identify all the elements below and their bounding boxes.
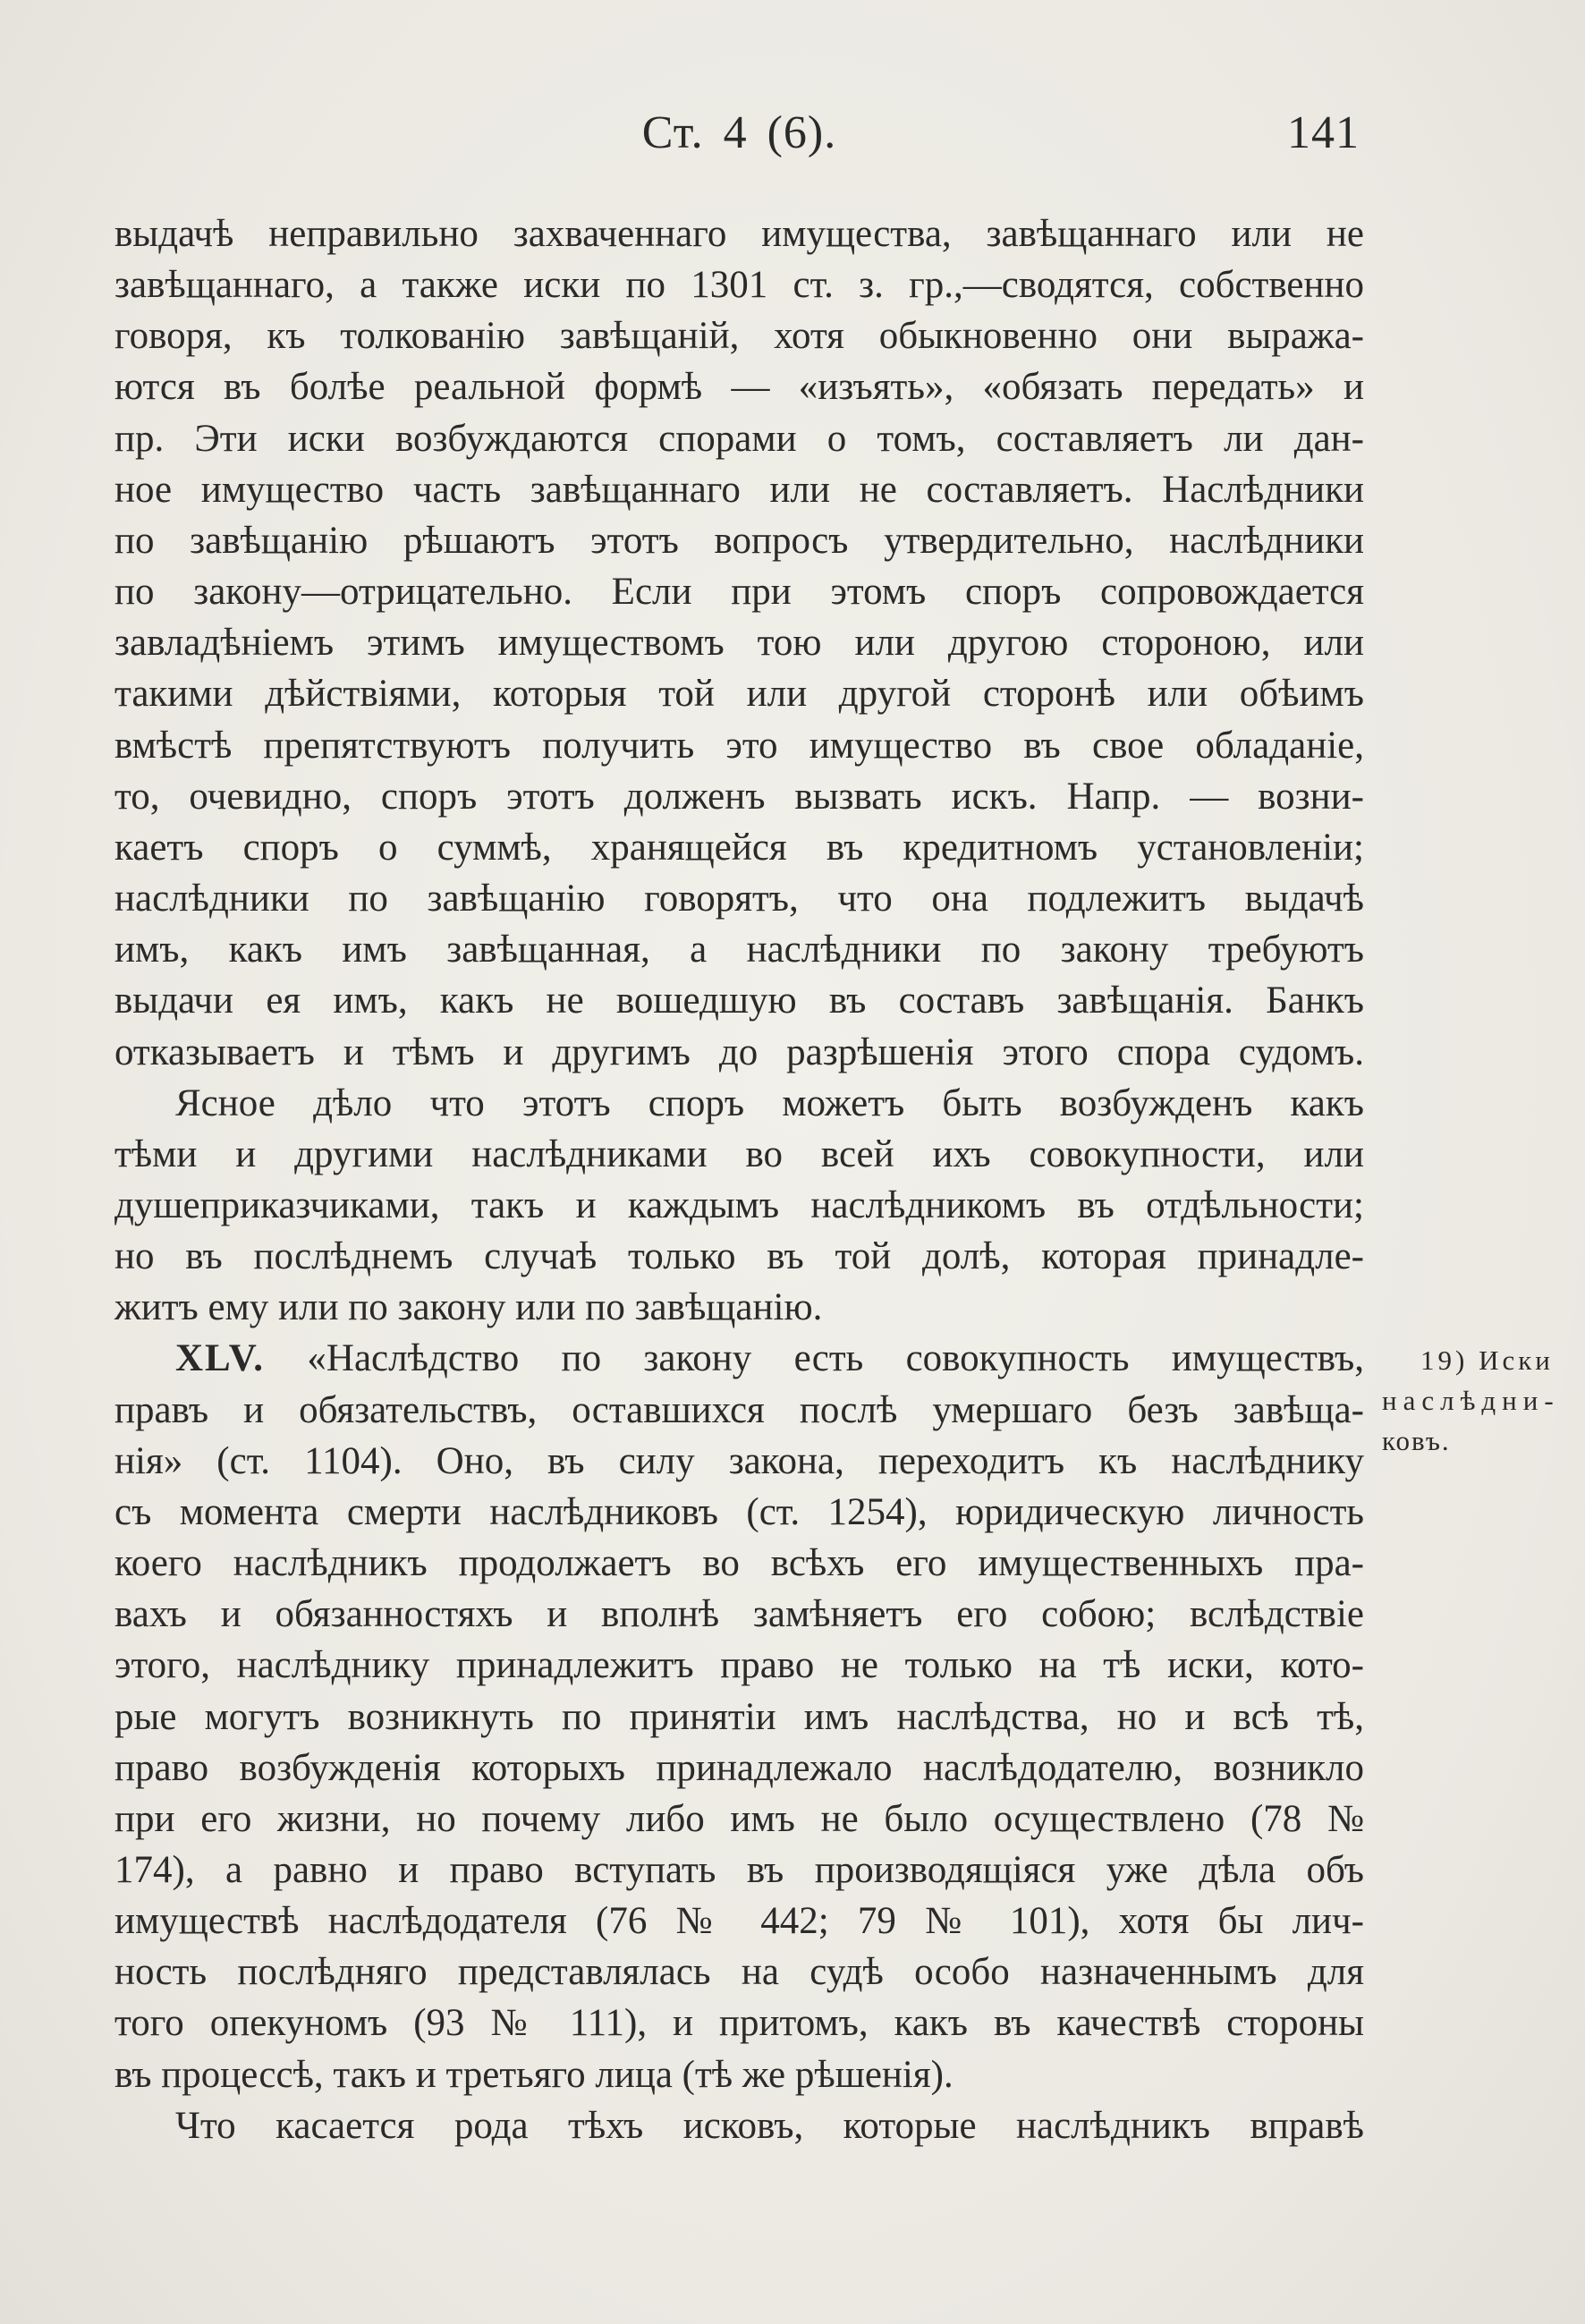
text-line-content: «Наслѣдство по закону есть совокупность имуществъ, <box>307 1337 1364 1380</box>
text-line: право возбужденія которыхъ принадлежало наслѣдодателю, возникло <box>114 1746 1364 1789</box>
text-line: завладѣніемъ этимъ имуществомъ тою или другою стороною, или <box>114 622 1364 665</box>
margin-note <box>1382 1340 1574 1461</box>
paragraph <box>114 1078 1364 1334</box>
text-line: тѣми и другими наслѣдниками во всей ихъ совокупности, или <box>114 1132 1364 1175</box>
running-head-title: Ст. 4 (6). <box>641 107 837 158</box>
text-line: отказываетъ и тѣмъ и другимъ до разрѣшенія этого спора судомъ. <box>114 1031 1364 1073</box>
main-text <box>114 208 1364 2151</box>
running-head <box>114 106 1364 160</box>
text-line: въ процессѣ, такъ и третьяго лица (тѣ же рѣшенія). <box>114 2053 954 2096</box>
text-line: душеприказчиками, такъ и каждымъ наслѣдникомъ въ отдѣльности; <box>114 1183 1364 1226</box>
text-line: выдачи ея имъ, какъ не вошедшую въ составъ завѣщанія. Банкъ <box>114 980 1364 1022</box>
text-line: нія» (ст. 1104). Оно, въ силу закона, переходитъ къ наслѣднику <box>114 1439 1364 1482</box>
text-line: то, очевидно, споръ этотъ долженъ вызвать искъ. Напр. — возни- <box>114 775 1364 818</box>
text-line: по завѣщанію рѣшаютъ этотъ вопросъ утвердительно, наслѣдники <box>114 519 1364 562</box>
text-line: наслѣдники по завѣщанію говорятъ, что она подлежитъ выдачѣ <box>114 878 1364 920</box>
text-line: Ясное дѣло что этотъ споръ можетъ быть возбужденъ какъ <box>175 1081 1364 1124</box>
text-line: съ момента смерти наслѣдниковъ (ст. 1254), юридическую личность <box>114 1490 1364 1533</box>
text-line: по закону—отрицательно. Если при этомъ споръ сопровождается <box>114 571 1364 614</box>
text-line: каетъ споръ о суммѣ, хранящейся въ кредитномъ установленіи; <box>114 826 1364 869</box>
text-line: ное имущество часть завѣщаннаго или не составляетъ. Наслѣдники <box>114 468 1364 511</box>
text-line: рые могутъ возникнуть по принятіи имъ наслѣдства, но и всѣ тѣ, <box>114 1695 1364 1738</box>
text-line: вахъ и обязанностяхъ и вполнѣ замѣняетъ его собою; вслѣдствіе <box>114 1593 1364 1636</box>
text-line: пр. Эти иски возбуждаются спорами о томъ, составляетъ ли дан- <box>114 417 1364 460</box>
text-line: коего наслѣдникъ продолжаетъ во всѣхъ его имущественныхъ пра- <box>114 1542 1364 1585</box>
page-number: 141 <box>1287 107 1360 158</box>
text-line: ность послѣдняго представлялась на судѣ особо назначеннымъ для <box>114 1951 1364 1994</box>
text-line: имъ, какъ имъ завѣщанная, а наслѣдники по закону требуютъ <box>114 929 1364 971</box>
paragraph <box>114 2100 1364 2151</box>
text-line: при его жизни, но почему либо имъ не было осуществлено (78 № <box>114 1797 1364 1840</box>
paragraph <box>114 1333 1364 2099</box>
text-line: имуществѣ наслѣдодателя (76 № 442; 79 № 101), хотя бы лич- <box>114 1900 1364 1943</box>
paragraph <box>114 208 1364 1078</box>
text-line: 174), а равно и право вступать въ производящіяся уже дѣла объ <box>114 1849 1364 1891</box>
text-line: говоря, къ толкованію завѣщаній, хотя обыкновенно они выража- <box>114 315 1364 358</box>
text-line <box>114 1333 1364 1384</box>
text-line: этого, наслѣднику принадлежитъ право не только на тѣ иски, кото- <box>114 1644 1364 1687</box>
text-line: завѣщаннаго, а также иски по 1301 ст. з. гр.,—сводятся, собственно <box>114 264 1364 307</box>
text-line: такими дѣйствіями, которыя той или другой сторонѣ или обѣимъ <box>114 673 1364 716</box>
margin-note-line: 19) Иски <box>1420 1344 1554 1376</box>
margin-note-line: наслѣдни- <box>1382 1385 1560 1416</box>
margin-note-line: ковъ. <box>1382 1425 1451 1456</box>
text-line: того опекуномъ (93 № 111), и притомъ, какъ въ качествѣ стороны <box>114 2002 1364 2045</box>
text-line: житъ ему или по закону или по завѣщанію. <box>114 1286 823 1329</box>
text-line: Что касается рода тѣхъ исковъ, которые наслѣдникъ вправѣ <box>175 2104 1364 2147</box>
text-line: вмѣстѣ препятствуютъ получить это имущество въ свое обладаніе, <box>114 724 1364 767</box>
text-line: но въ послѣднемъ случаѣ только въ той долѣ, которая принадле- <box>114 1235 1364 1278</box>
text-line: ются въ болѣе реальной формѣ — «изъять», «обязать передать» и <box>114 366 1364 409</box>
section-number: XLV. <box>175 1337 266 1380</box>
text-line: правъ и обязательствъ, оставшихся послѣ умершаго безъ завѣща- <box>114 1388 1364 1431</box>
text-line: выдачѣ неправильно захваченнаго имущества, завѣщаннаго или не <box>114 213 1364 255</box>
